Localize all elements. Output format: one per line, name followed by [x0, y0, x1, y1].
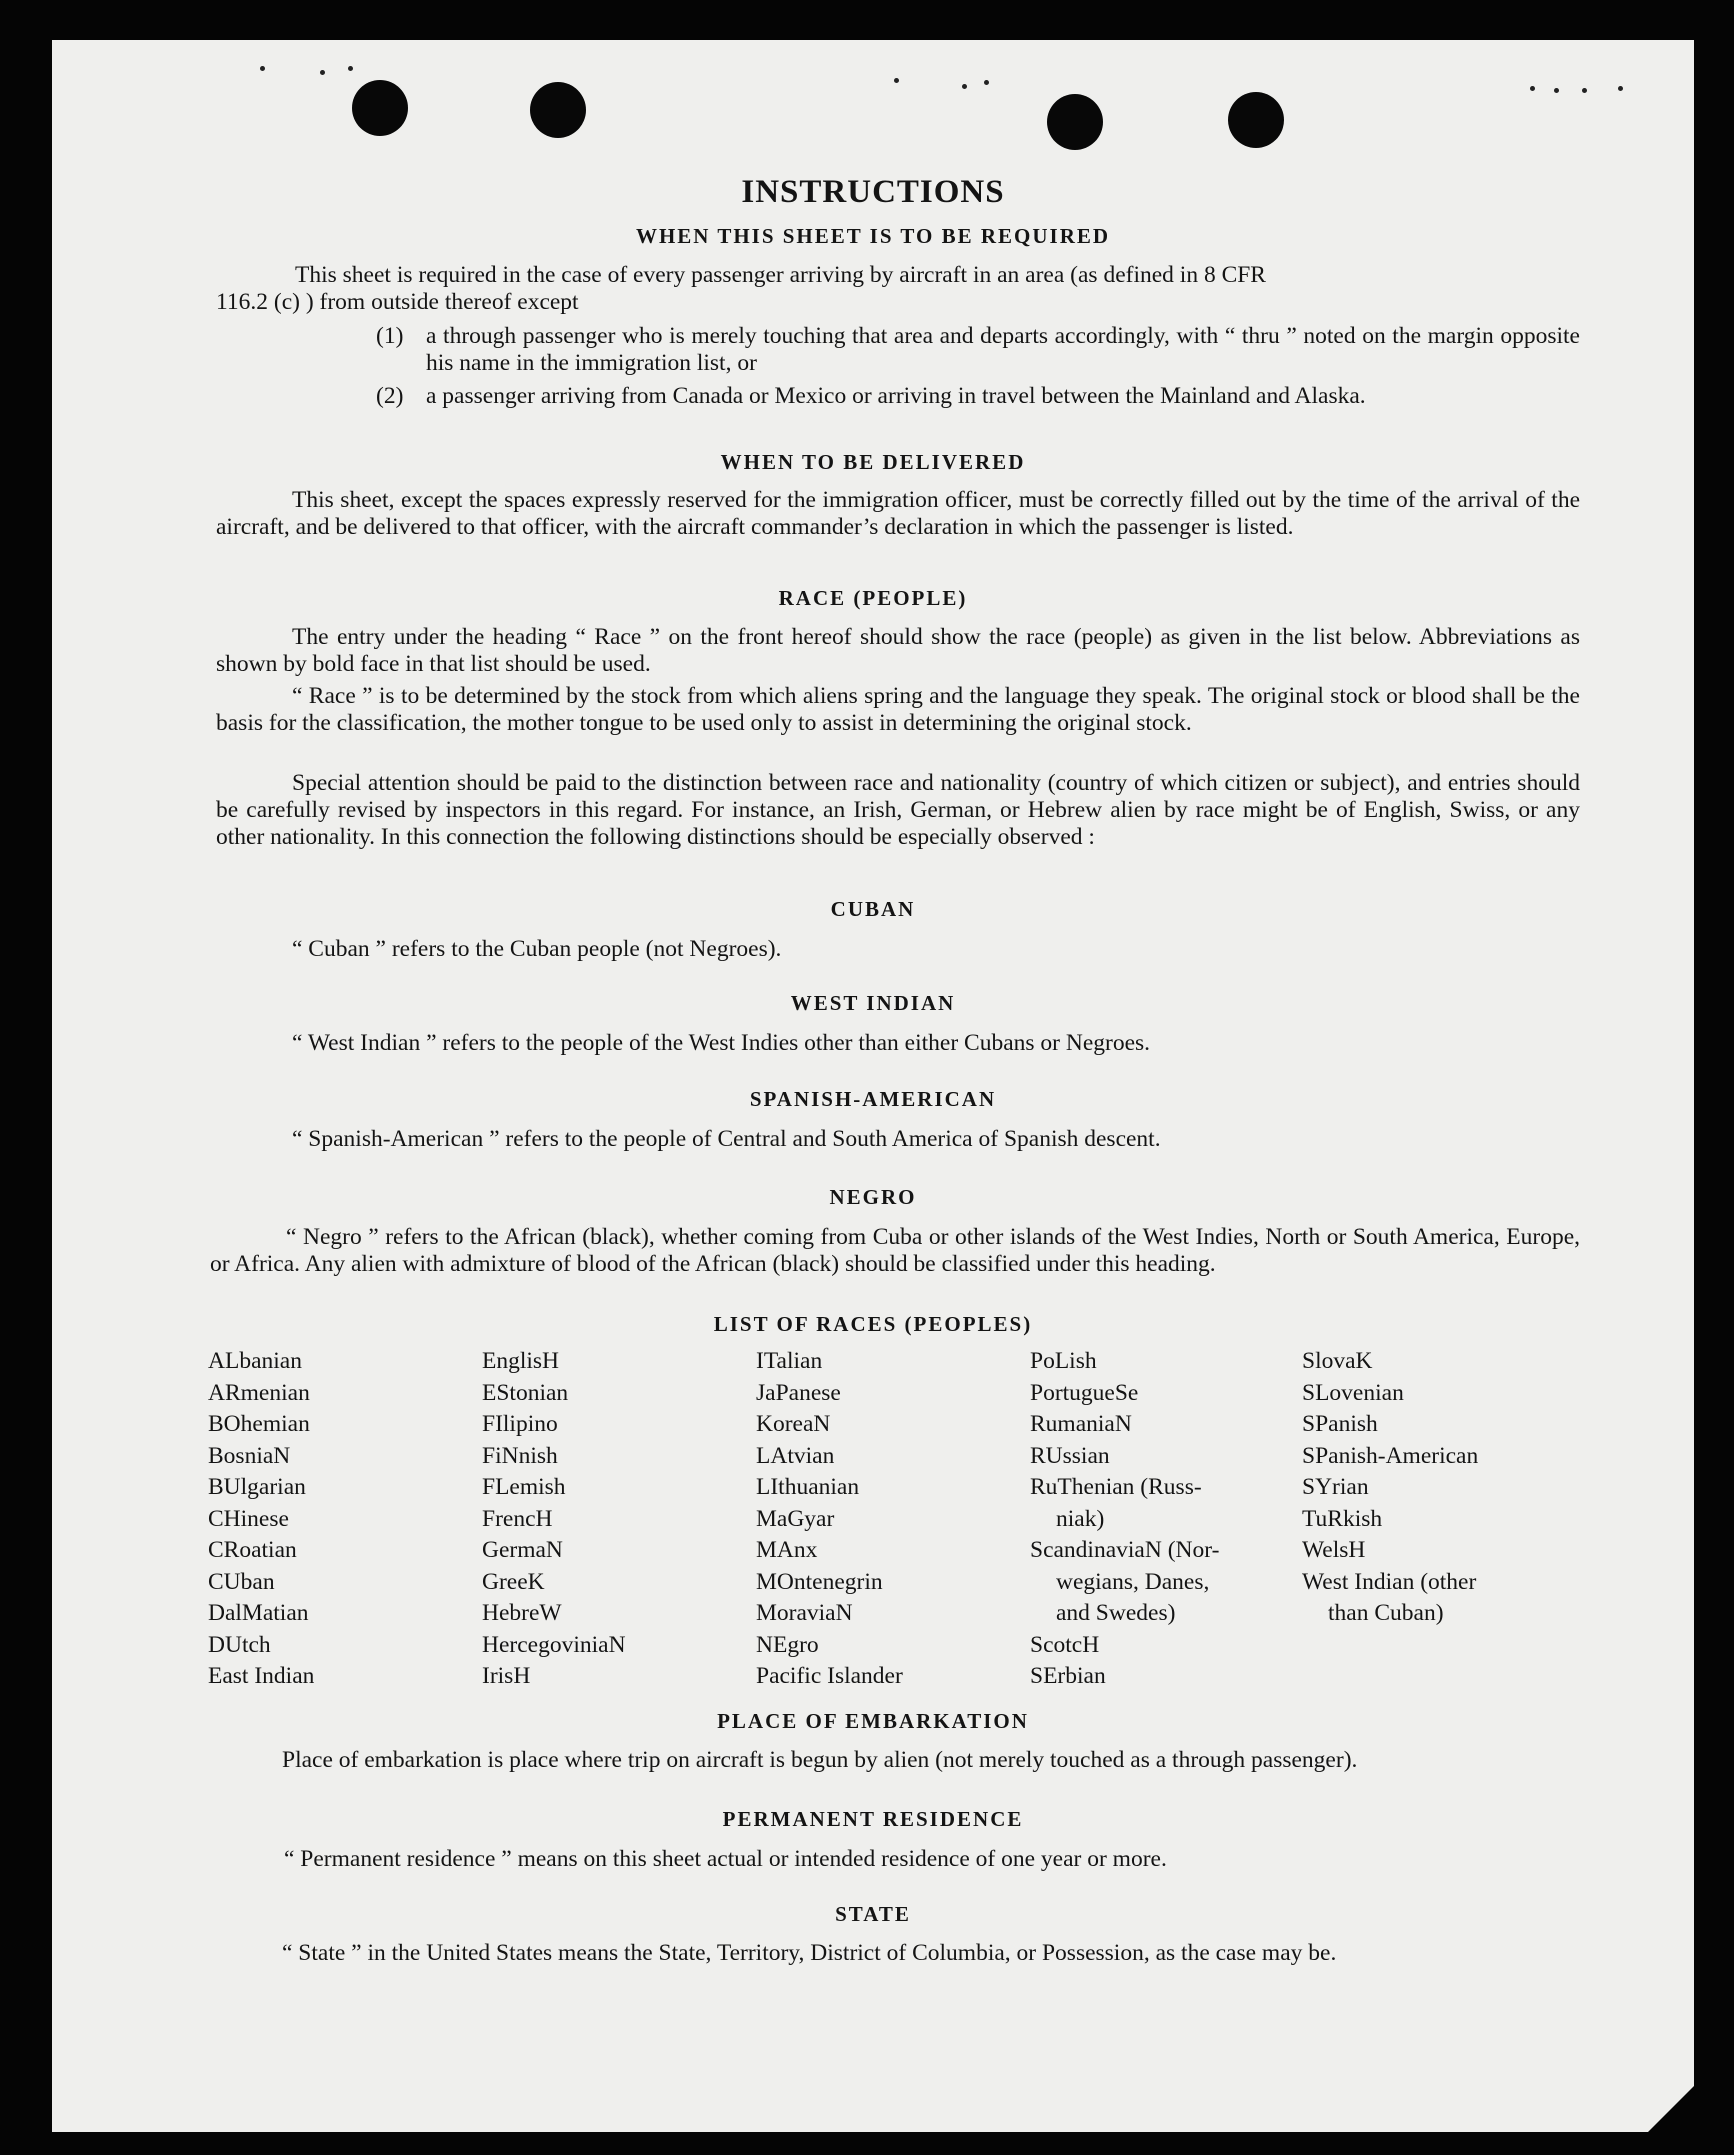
speck [1554, 88, 1559, 93]
state-text: “ State ” in the United States means the State, Territory, District of Columbia, or Possession, as the case may be. [282, 1940, 1337, 1966]
item-number: (1) [376, 323, 404, 349]
race-entry: TuRkish [1302, 1505, 1383, 1532]
race-entry: BUlgarian [208, 1474, 306, 1500]
race-entry: FLemish [482, 1474, 566, 1500]
race-paragraph-2: “ Race ” is to be determined by the stock from which aliens spring and the language they speak. The original stock or blood shall be the basis for the classification, the mother tongue to be used only to assist in determining the original stock. [216, 683, 1580, 736]
section-heading-residence: PERMANENT RESIDENCE [722, 1807, 1024, 1831]
race-entry: SPanish [1302, 1411, 1378, 1437]
races-column-5 [1302, 1346, 1478, 1630]
speck [984, 80, 989, 85]
race-entry: LIthuanian [756, 1474, 860, 1500]
race-entry: EnglisH [482, 1348, 560, 1374]
race-entry: SYrian [1302, 1474, 1369, 1500]
required-line-1: This sheet is required in the case of every passenger arriving by aircraft in an area (as defined in 8 CFR [295, 262, 1266, 288]
race-entry: Pacific Islander [756, 1663, 903, 1689]
race-entry: ScandinaviaN (Nor- [1030, 1537, 1220, 1563]
race-entry: BOhemian [208, 1411, 310, 1437]
race-paragraph-3: Special attention should be paid to the distinction between race and nationality (country of which citizen or subject), and entries should be carefully revised by inspectors in this regard. For instance, an Irish, German, or Hebrew alien by race might be of English, Swiss, or any other nationality. In this connection the following distinctions should be especially observed : [216, 770, 1580, 850]
race-entry: PortugueSe [1030, 1379, 1139, 1406]
race-entry: LAtvian [756, 1442, 835, 1469]
section-heading-cuban: CUBAN [830, 897, 916, 921]
race-entry: SlovaK [1302, 1348, 1373, 1374]
race-entry: SPanish-American [1302, 1442, 1479, 1469]
speck [1530, 86, 1535, 91]
speck [348, 66, 353, 71]
race-entry: HercegoviniaN [482, 1631, 626, 1658]
race-entry: ALbanian [208, 1348, 302, 1374]
speck [1618, 86, 1623, 91]
race-entry-continuation: and Swedes) [1056, 1600, 1176, 1626]
race-entry: EStonian [482, 1379, 569, 1406]
section-heading-negro: NEGRO [829, 1185, 917, 1209]
race-entry: RUssian [1030, 1442, 1110, 1469]
negro-text: “ Negro ” refers to the African (black), whether coming from Cuba or other islands of the West Indies, North or South America, Europe, or Africa. Any alien with admixture of blood of the African (black) should be classified under this heading. [210, 1224, 1580, 1277]
section-heading-races-list: LIST OF RACES (PEOPLES) [713, 1312, 1033, 1336]
section-heading-west-indian: WEST INDIAN [790, 991, 956, 1015]
race-entry: RumaniaN [1030, 1411, 1132, 1437]
speck [320, 70, 325, 75]
punch-hole [1228, 92, 1284, 148]
race-entry: WelsH [1302, 1537, 1366, 1563]
race-entry: FIlipino [482, 1411, 558, 1437]
punch-hole [352, 80, 408, 136]
race-entry: CUban [208, 1568, 275, 1595]
section-heading-embarkation: PLACE OF EMBARKATION [717, 1709, 1029, 1733]
race-entry: RuThenian (Russ- [1030, 1474, 1202, 1500]
race-entry: ARmenian [208, 1379, 310, 1406]
section-heading-required: WHEN THIS SHEET IS TO BE REQUIRED [635, 224, 1111, 248]
page-title: INSTRUCTIONS [741, 174, 1005, 210]
race-entry: MaGyar [756, 1505, 835, 1532]
speck [962, 84, 967, 89]
item-text: a passenger arriving from Canada or Mexico or arriving in travel between the Mainland and Alaska. [426, 383, 1366, 409]
race-entry: GreeK [482, 1568, 545, 1595]
race-entry: MoraviaN [756, 1600, 853, 1626]
race-entry: KoreaN [756, 1411, 831, 1437]
race-entry: IrisH [482, 1663, 531, 1689]
race-entry: BosniaN [208, 1442, 291, 1469]
race-entry: West Indian (other [1302, 1568, 1477, 1595]
page-corner-fold [1648, 2086, 1694, 2132]
race-entry: East Indian [208, 1663, 315, 1689]
race-entry-continuation: wegians, Danes, [1056, 1568, 1210, 1595]
race-entry: JaPanese [756, 1379, 841, 1406]
required-line-2: 116.2 (c) ) from outside thereof except [216, 289, 579, 315]
section-heading-state: STATE [835, 1902, 911, 1926]
item-number: (2) [376, 383, 404, 409]
race-entry: PoLish [1030, 1348, 1097, 1374]
section-heading-spanish-american: SPANISH-AMERICAN [749, 1087, 997, 1111]
race-entry: NEgro [756, 1631, 819, 1658]
spanish-american-text: “ Spanish-American ” refers to the people of Central and South America of Spanish descent. [292, 1126, 1161, 1152]
race-entry-continuation: than Cuban) [1328, 1600, 1444, 1626]
race-entry: SErbian [1030, 1663, 1106, 1689]
race-entry: CRoatian [208, 1537, 297, 1563]
race-entry: FiNnish [482, 1442, 558, 1469]
delivered-text: This sheet, except the spaces expressly reserved for the immigration officer, must be correctly filled out by the time of the arrival of the aircraft, and be delivered to that officer, with the aircraft commander’s declaration in which the passenger is listed. [216, 487, 1580, 540]
race-entry-continuation: niak) [1056, 1505, 1105, 1532]
race-paragraph-1: The entry under the heading “ Race ” on the front hereof should show the race (people) as given in the list below. Abbreviations as shown by bold face in that list should be used. [216, 624, 1580, 677]
race-entry: FrencH [482, 1505, 553, 1532]
residence-text: “ Permanent residence ” means on this sheet actual or intended residence of one year or more. [284, 1846, 1167, 1872]
races-column-2 [482, 1346, 626, 1693]
race-entry: MAnx [756, 1537, 818, 1563]
race-entry: CHinese [208, 1505, 289, 1532]
race-entry: DalMatian [208, 1600, 309, 1626]
speck [1582, 88, 1587, 93]
item-text: a through passenger who is merely touching that area and departs accordingly, with “ thru ” noted on the margin opposite his name in the immigration list, or [426, 323, 1580, 376]
cuban-text: “ Cuban ” refers to the Cuban people (not Negroes). [292, 936, 782, 962]
race-entry: SLovenian [1302, 1379, 1404, 1406]
race-entry: MOntenegrin [756, 1568, 883, 1595]
race-entry: ScotcH [1030, 1631, 1100, 1658]
race-entry: DUtch [208, 1631, 271, 1658]
races-column-3 [756, 1346, 903, 1693]
race-entry: ITalian [756, 1348, 823, 1374]
speck [894, 78, 899, 83]
punch-hole [1047, 94, 1103, 150]
speck [260, 66, 265, 71]
section-heading-race: RACE (PEOPLE) [778, 586, 968, 610]
west-indian-text: “ West Indian ” refers to the people of the West Indies other than either Cubans or Negroes. [292, 1030, 1151, 1056]
punch-hole [530, 82, 586, 138]
race-entry: GermaN [482, 1537, 563, 1563]
document-page [52, 40, 1694, 2132]
race-entry: HebreW [482, 1600, 562, 1626]
races-column-4 [1030, 1346, 1219, 1693]
section-heading-delivered: WHEN TO BE DELIVERED [720, 450, 1026, 474]
embarkation-text: Place of embarkation is place where trip on aircraft is begun by alien (not merely touched as a through passenger). [282, 1747, 1358, 1773]
races-column-1 [208, 1346, 314, 1693]
